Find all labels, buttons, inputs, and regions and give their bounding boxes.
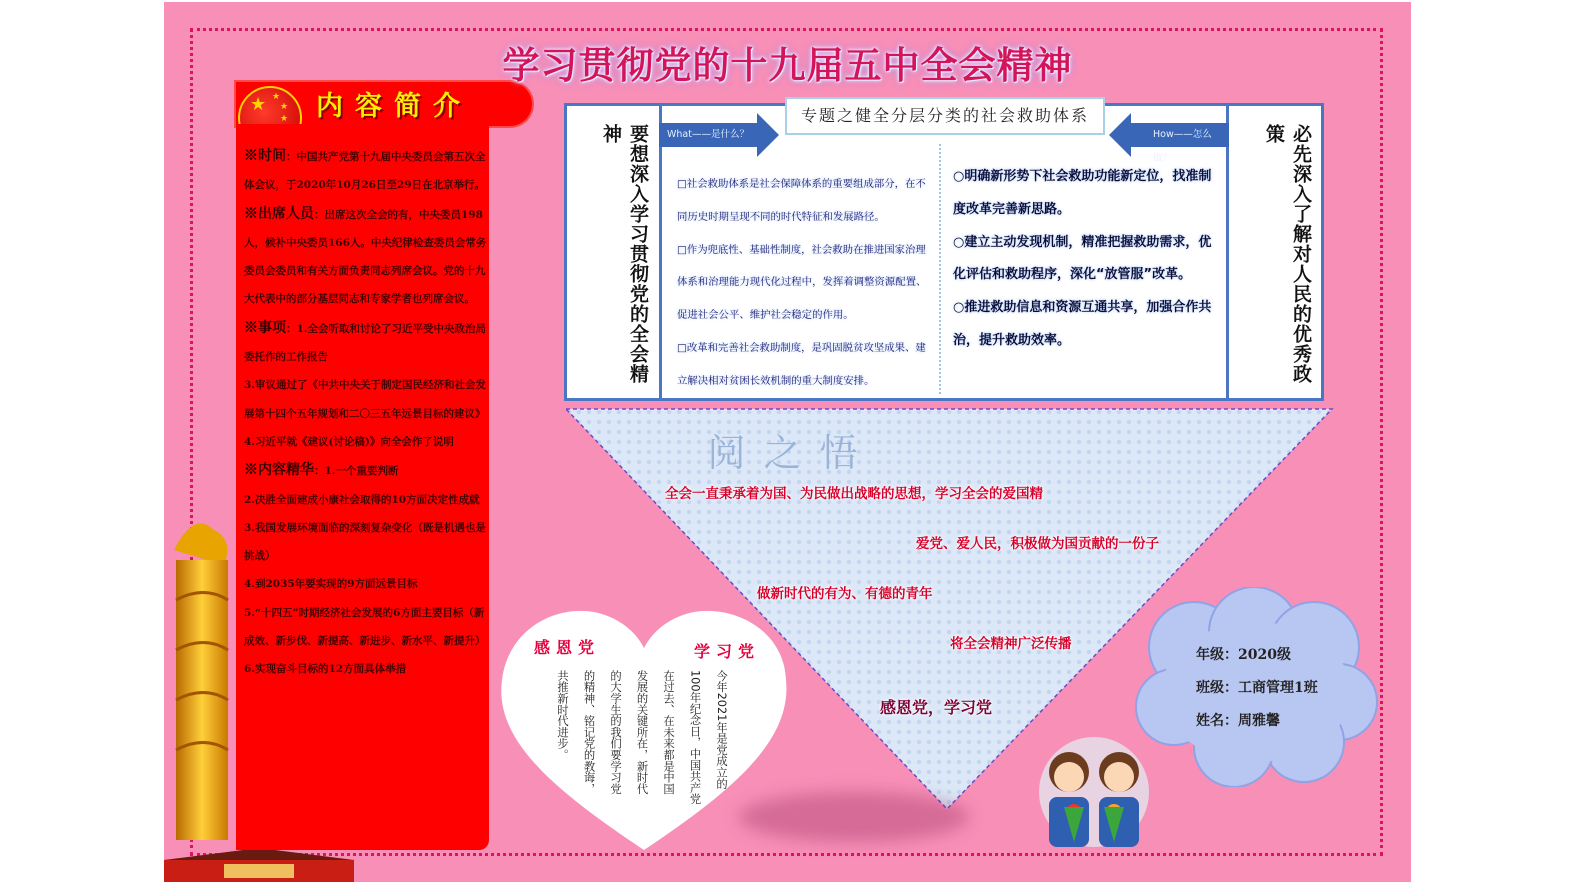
how-text	[953, 161, 1221, 358]
intro-line-text: ：中国共产党第十九届中央委员会第五次全体会议，于2020年10月26日至29日在北京举行。	[244, 151, 486, 192]
page-title: 学习贯彻党的十九届五中全会精神	[502, 44, 1073, 87]
student-info	[1196, 639, 1318, 738]
intro-line-text: 4.到2035年要实现的9方面远景目标	[244, 578, 418, 591]
intro-line-text: ：出席这次全会的有，中央委员198人，候补中央委员166人。中央纪律检查委员会常务委员会委员和有关方面负责同志列席会议。党的十九大代表中的部分基层同志和专家学者也列席会议。	[244, 208, 487, 306]
what-item: □作为兜底性、基础性制度，社会救助在推进国家治理体系和治理能力现代化过程中，发挥着调整资源配置、促进社会公平、维护社会稳定的作用。	[677, 243, 927, 322]
right-vertical-text: 必先深入了解对人民的优秀政策	[1263, 124, 1312, 384]
intro-title: 内容简介	[316, 91, 472, 122]
intro-line	[244, 200, 487, 314]
name-value: 周雅馨	[1238, 713, 1280, 729]
what-item: □改革和完善社会救助制度，是巩固脱贫攻坚成果、建立解决相对贫困长效机制的重大制度安排。	[677, 341, 926, 387]
info-right-column	[1226, 106, 1321, 398]
heart-title-right: 学习党	[694, 642, 761, 661]
intro-body	[244, 142, 487, 684]
slogan-1: 全会一直秉承着为国、为民做出战略的思想，学习全会的爱国精	[665, 486, 1043, 502]
intro-line	[244, 371, 487, 428]
intro-line-text: 2.决胜全面建成小康社会取得的10方面决定性成就	[244, 493, 480, 506]
how-arrow: How——怎么做？	[1131, 123, 1229, 147]
saluting-students-image	[1019, 737, 1169, 852]
intro-line	[244, 514, 487, 571]
intro-line-label: ※内容精华	[244, 462, 314, 479]
intro-line	[244, 486, 487, 514]
intro-line-text: ：1.一个重要判断	[314, 465, 399, 478]
intro-line-label: ※出席人员	[244, 205, 314, 222]
tiananmen-image	[164, 848, 354, 882]
how-item: ○明确新形势下社会救助功能新定位，找准制度改革完善新思路。	[953, 169, 1212, 217]
class-value: 工商管理1班	[1238, 680, 1318, 696]
policy-info-box	[564, 103, 1324, 401]
what-arrow: What——是什么？	[659, 123, 757, 147]
huabiao-pillar-image	[164, 510, 242, 840]
how-item: ○建立主动发现机制，精准把握救助需求，优化评估和救助程序，深化“放管服”改革。	[953, 234, 1212, 283]
heart-text: 今年2021年是党成立的100年纪念日，中国共产党在过去、在未来都是中国发展的关键所在，新时代的大学生的我们要学习党的精神、铭记党的教诲，共推新时代进步。	[556, 670, 728, 805]
left-vertical-text: 要想深入学习贯彻党的全会精神	[600, 124, 649, 384]
intro-line-label: ※事项	[244, 319, 286, 336]
intro-line	[244, 599, 487, 656]
intro-line-text: 6.实现奋斗目标的12方面具体举措	[244, 663, 407, 676]
intro-line-text: 5.“十四五”时期经济社会发展的6方面主要目标（新成效、新步伐、新提高、新进步、新水平、新提升）	[244, 606, 486, 648]
info-divider	[939, 144, 941, 394]
class-row: 班级：工商管理1班	[1196, 680, 1318, 696]
how-item: ○推进救助信息和资源互通共享，加强合作共治，提升救助效率。	[953, 300, 1212, 348]
grade-row: 年级：2020级	[1196, 647, 1291, 663]
slogan-5: 感恩党，学习党	[880, 698, 993, 717]
slogan-2: 爱党、爱人民，积极做为国贡献的一份子	[916, 536, 1159, 552]
slogan-3: 做新时代的有为、有德的青年	[757, 586, 933, 602]
info-left-column	[567, 106, 662, 398]
poster	[164, 2, 1411, 882]
slogan-4: 将全会精神广泛传播	[950, 636, 1072, 652]
what-item: □社会救助体系是社会保障体系的重要组成部分，在不同历史时期呈现不同的时代特征和发展路径。	[677, 178, 926, 223]
soldier-emblem-icon: ★ ★ ★ ★	[238, 86, 302, 150]
intro-line	[244, 314, 487, 372]
grade-value: 2020级	[1238, 647, 1291, 663]
intro-line	[244, 570, 487, 598]
reading-title: 阅之悟	[707, 431, 876, 475]
heart-title-left: 感恩党	[534, 638, 601, 657]
intro-line-text: 3.审议通过了《中共中央关于制定国民经济和社会发展第十四个五年规划和二〇三五年远景目标的建议》	[244, 379, 486, 420]
intro-line-text: 3.我国发展环境面临的深刻复杂变化（既是机遇也是挑战）	[244, 521, 486, 563]
topic-title: 专题之健全分层分类的社会救助体系	[785, 97, 1105, 135]
what-text	[677, 168, 929, 398]
intro-line	[244, 142, 487, 200]
intro-line-text: ：1.全会听取和讨论了习近平受中央政治局委托作的工作报告	[244, 322, 486, 364]
intro-line	[244, 655, 487, 683]
intro-line-label: ※时间	[244, 148, 286, 164]
intro-line-text: 4.习近平就《建议(讨论稿)》向全会作了说明	[244, 435, 454, 448]
name-row: 姓名：周雅馨	[1196, 713, 1280, 729]
